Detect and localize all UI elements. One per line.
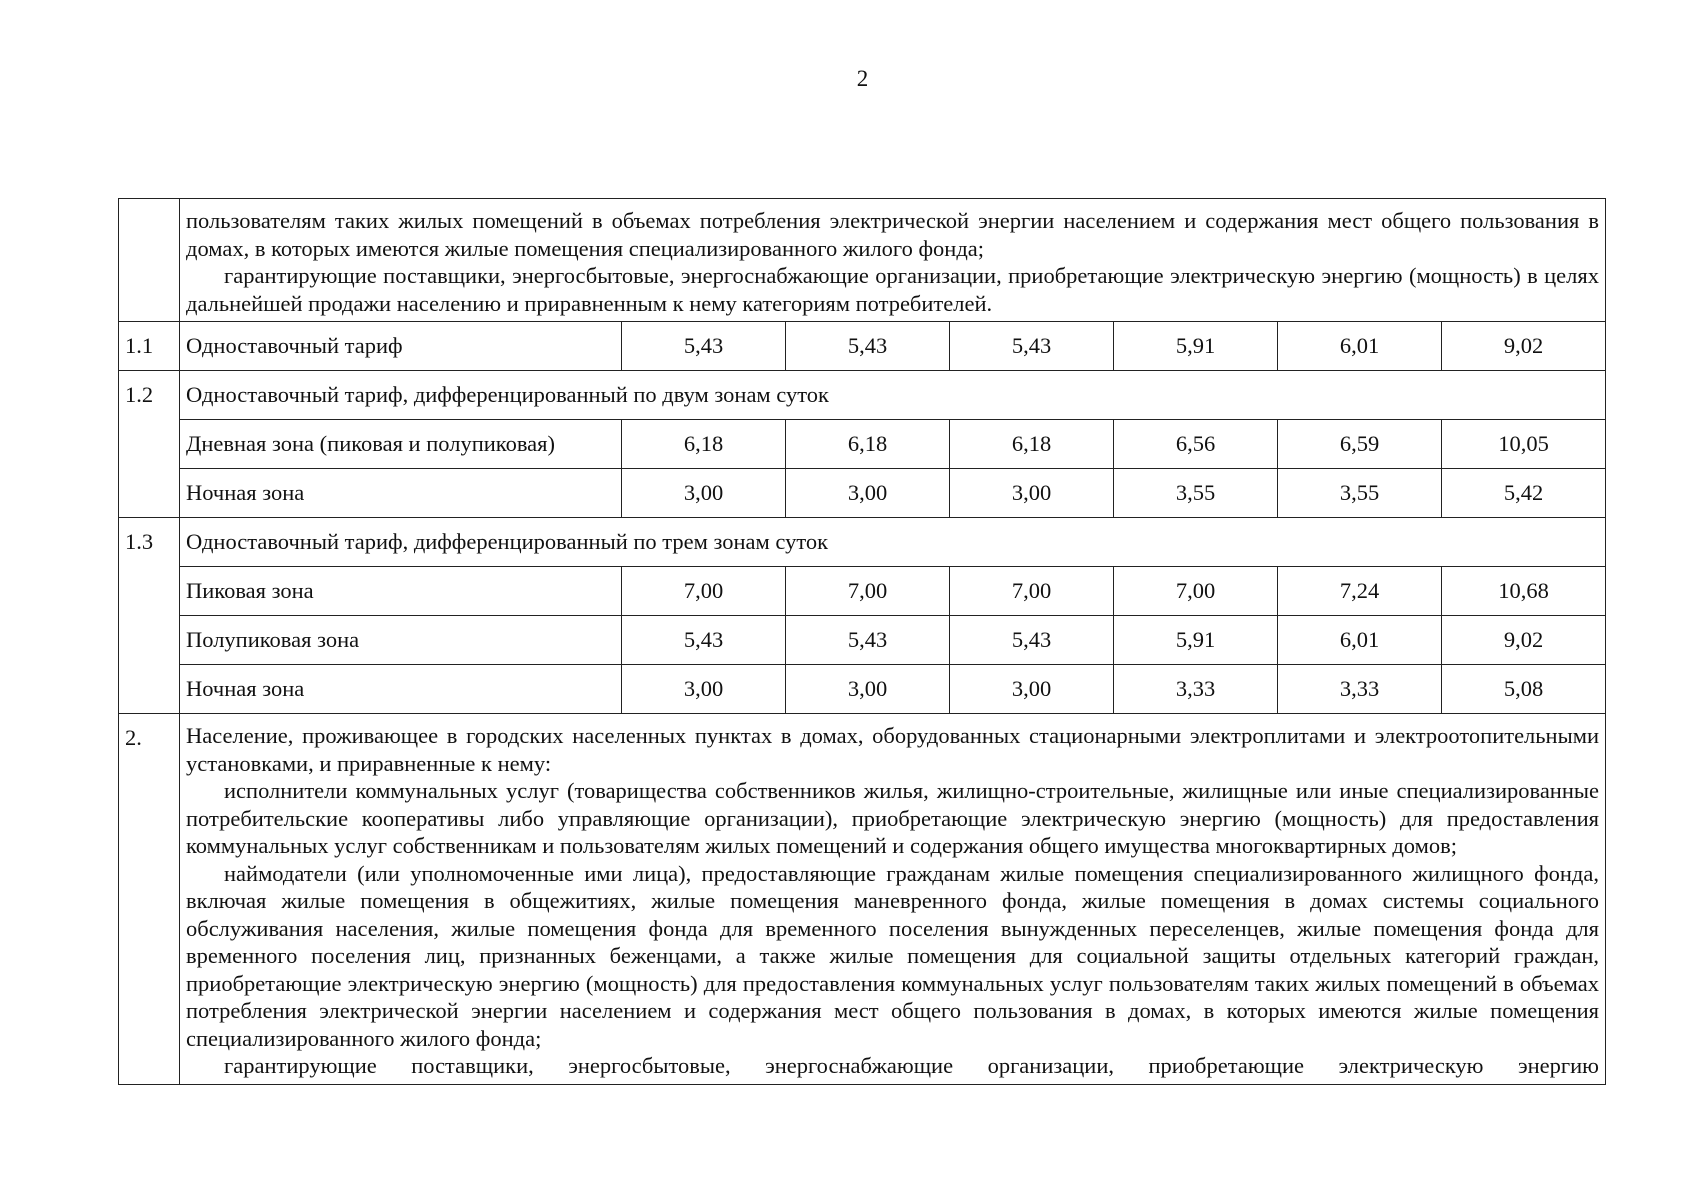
value-cell: 6,59 <box>1278 420 1442 469</box>
value-cell: 6,56 <box>1114 420 1278 469</box>
value-cell: 3,00 <box>622 665 786 714</box>
value-cell: 6,01 <box>1278 616 1442 665</box>
intro-num-cell <box>119 199 180 322</box>
row-number: 1.1 <box>119 322 180 371</box>
row-number: 1.2 <box>119 371 180 518</box>
section-2-paragraph: гарантирующие поставщики, энергосбытовые, энергоснабжающие организации, приобретающие электрическую энергию <box>224 1053 1599 1078</box>
value-cell: 3,00 <box>622 469 786 518</box>
value-cell: 7,00 <box>622 567 786 616</box>
value-cell: 5,43 <box>950 616 1114 665</box>
value-cell: 5,91 <box>1114 616 1278 665</box>
intro-paragraph: гарантирующие поставщики, энергосбытовые, энергоснабжающие организации, приобретающие электрическую энергию (мощность) в целях дальнейшей продажи населению и приравненным к нему категориям потребителей. <box>186 263 1599 316</box>
tariff-table <box>118 198 1606 1085</box>
value-cell: 5,43 <box>786 322 950 371</box>
table-row <box>119 616 1606 665</box>
value-cell: 6,18 <box>622 420 786 469</box>
value-cell: 5,08 <box>1442 665 1606 714</box>
value-cell: 5,91 <box>1114 322 1278 371</box>
table-row <box>119 371 1606 420</box>
value-cell: 7,00 <box>786 567 950 616</box>
value-cell: 3,55 <box>1114 469 1278 518</box>
row-label: Дневная зона (пиковая и полупиковая) <box>180 420 622 469</box>
value-cell: 9,02 <box>1442 616 1606 665</box>
table-row <box>119 518 1606 567</box>
value-cell: 5,43 <box>950 322 1114 371</box>
value-cell: 9,02 <box>1442 322 1606 371</box>
value-cell: 10,68 <box>1442 567 1606 616</box>
intro-text-cell <box>180 199 1606 322</box>
row-number: 1.3 <box>119 518 180 714</box>
value-cell: 3,00 <box>950 469 1114 518</box>
value-cell: 5,43 <box>622 322 786 371</box>
intro-paragraph: пользователям таких жилых помещений в объемах потребления электрической энергии населением и содержания мест общего пользования в домах, в которых имеются жилые помещения специализированного жилого фонда; <box>186 208 1599 261</box>
table-row <box>119 322 1606 371</box>
section-2-paragraph: наймодатели (или уполномоченные ими лица), предоставляющие гражданам жилые помещения специализированного жилищного фонда, включая жилые помещения в общежитиях, жилые помещения маневренного фонда, жилые помещения в домах системы социального обслуживания населения, жилые помещения фонда для временного поселения вынужденных переселенцев, жилые помещения фонда для временного поселения лиц, признанных беженцами, а также жилые помещения для социальной защиты отдельных категорий граждан, приобретающие электрическую энергию (мощность) для предоставления коммунальных услуг пользователям таких жилых помещений в объемах потребления электрической энергии населением и содержания мест общего пользования в домах, в которых имеются жилые помещения специализированного жилого фонда; <box>186 860 1599 1051</box>
section-2-text-cell <box>180 714 1606 1085</box>
value-cell: 3,00 <box>786 665 950 714</box>
value-cell: 3,00 <box>786 469 950 518</box>
row-heading: Одноставочный тариф, дифференцированный по трем зонам суток <box>180 518 1606 567</box>
value-cell: 3,00 <box>950 665 1114 714</box>
section-2-paragraph: исполнители коммунальных услуг (товарищества собственников жилья, жилищно-строительные, жилищные или иные специализированные потребительские кооперативы либо управляющие организации), приобретающие электрическую энергию (мощность) для предоставления коммунальных услуг собственникам и пользователям жилых помещений и содержания общего имущества многоквартирных домов; <box>186 778 1599 858</box>
row-label: Одноставочный тариф <box>180 322 622 371</box>
value-cell: 6,18 <box>786 420 950 469</box>
page-number: 2 <box>856 66 869 91</box>
row-label: Полупиковая зона <box>180 616 622 665</box>
value-cell: 3,55 <box>1278 469 1442 518</box>
section-2-row <box>119 714 1606 1085</box>
value-cell: 3,33 <box>1278 665 1442 714</box>
value-cell: 10,05 <box>1442 420 1606 469</box>
table-row <box>119 665 1606 714</box>
table-row <box>119 420 1606 469</box>
row-heading: Одноставочный тариф, дифференцированный по двум зонам суток <box>180 371 1606 420</box>
value-cell: 6,01 <box>1278 322 1442 371</box>
row-label: Ночная зона <box>180 469 622 518</box>
row-label: Ночная зона <box>180 665 622 714</box>
value-cell: 5,42 <box>1442 469 1606 518</box>
value-cell: 7,24 <box>1278 567 1442 616</box>
value-cell: 6,18 <box>950 420 1114 469</box>
row-number: 2. <box>119 714 180 1085</box>
value-cell: 7,00 <box>950 567 1114 616</box>
value-cell: 5,43 <box>786 616 950 665</box>
intro-row <box>119 199 1606 322</box>
row-label: Пиковая зона <box>180 567 622 616</box>
value-cell: 3,33 <box>1114 665 1278 714</box>
section-2-paragraph: Население, проживающее в городских населенных пунктах в домах, оборудованных стационарными электроплитами и электроотопительными установками, и приравненные к нему: <box>186 723 1599 776</box>
value-cell: 7,00 <box>1114 567 1278 616</box>
value-cell: 5,43 <box>622 616 786 665</box>
table-row <box>119 567 1606 616</box>
table-row <box>119 469 1606 518</box>
